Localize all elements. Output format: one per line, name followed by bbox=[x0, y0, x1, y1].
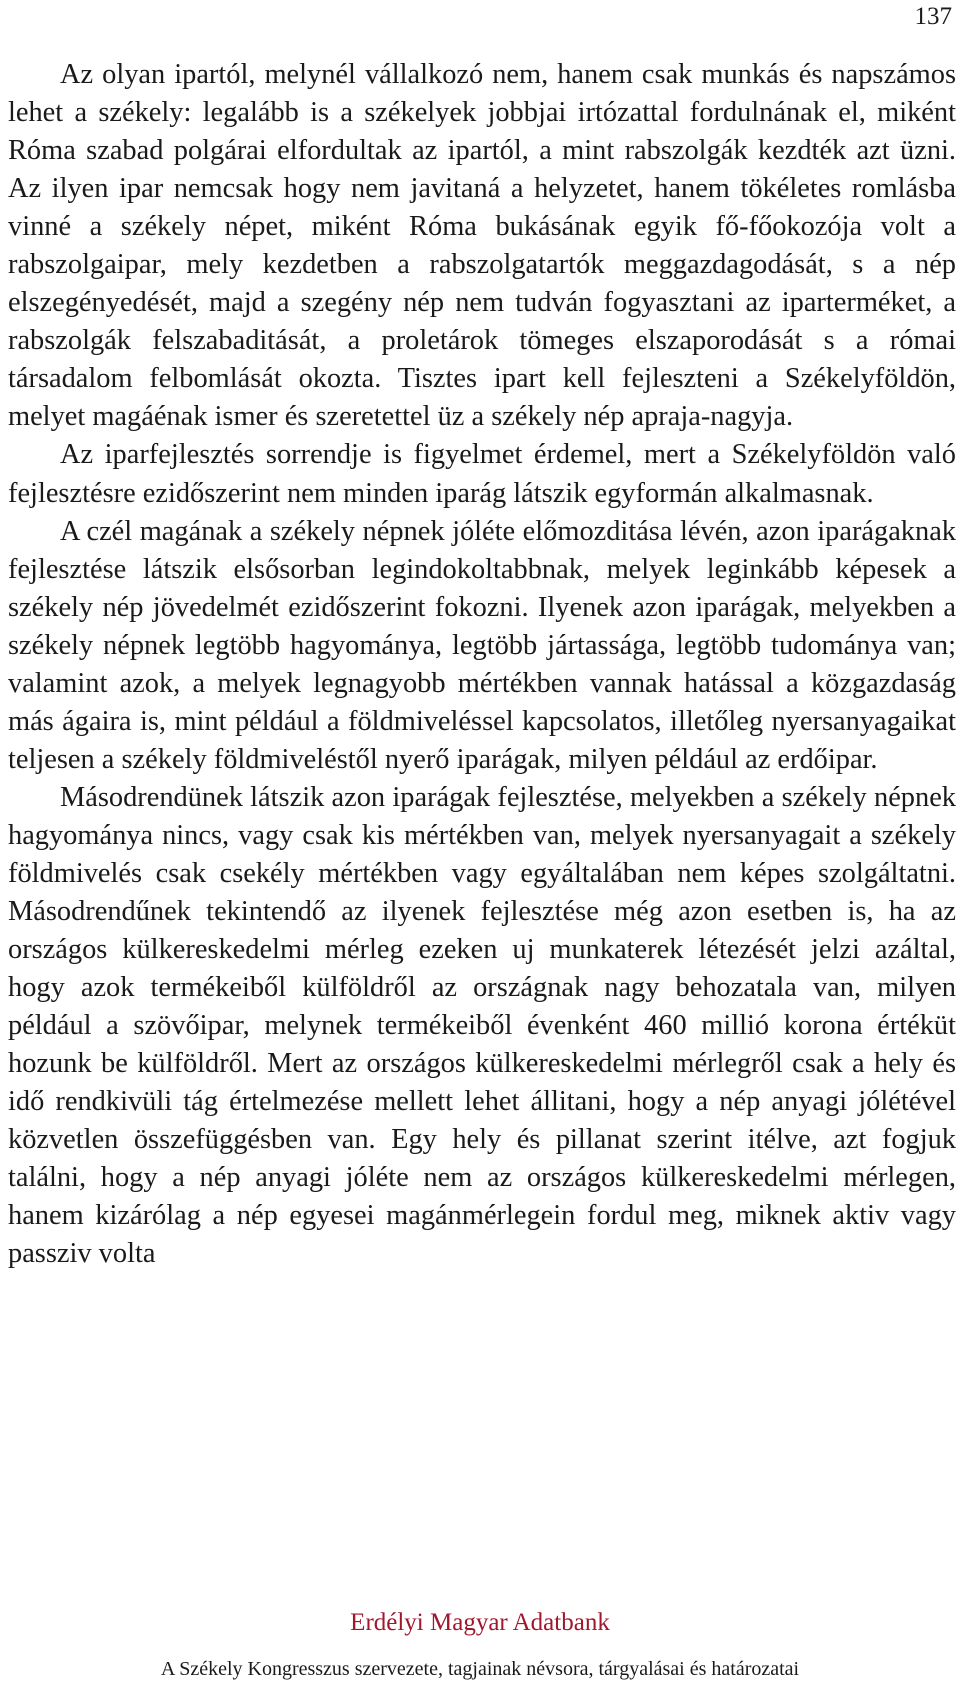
paragraph: A czél magának a székely népnek jóléte előmozditása lévén, azon iparágaknak fejlesztése látszik elsősorban legindokoltabbnak, melyek leginkább képesek a székely nép jövedelmét ezidőszerint fokozni. Ilyenek azon iparágak, melyekben a székely népnek legtöbb hagyománya, legtöbb jártassága, legtöbb tudománya van; valamint azok, a melyek legnagyobb mértékben vannak hatással a közgazdaság más ágaira is, mint például a földmiveléssel kapcsolatos, illetőleg nyersanyagaikat teljesen a székely földmiveléstől nyerő iparágak, milyen például az erdőipar. bbox=[8, 515, 956, 775]
footer-subtitle: A Székely Kongresszus szervezete, tagjainak névsora, tárgyalásai és határozatai bbox=[160, 1658, 800, 1680]
paragraph: Az iparfejlesztés sorrendje is figyelmet érdemel, mert a Székelyföldön való fejlesztésre ezidőszerint nem minden iparág látszik egyformán alkalmasnak. bbox=[8, 439, 956, 509]
paragraph: Az olyan ipartól, melynél vállalkozó nem, hanem csak munkás és napszámos lehet a székely: legalább is a székelyek jobbjai irtózattal fordulnának el, miként Róma szabad polgárai elfordultak az ipartól, a mint rabszolgák kezdték azt üzni. Az ilyen ipar nemcsak hogy nem javitaná a helyzetet, hanem tökéletes romlásba vinné a székely népet, miként Róma bukásának egyik fő-főokozója volt a rabszolgaipar, mely kezdetben a rabszolgatartók meggazdagodását, s a nép elszegényedését, majd a szegény nép nem tudván fogyasztani az iparterméket, a rabszolgák felszabaditását, a proletárok tömeges elszaporodását s a római társadalom felbomlását okozta. Tisztes ipart kell fejleszteni a Székelyföldön, melyet magáénak ismer és szeretettel üz a székely nép apraja-nagyja. bbox=[8, 59, 956, 433]
paragraph: Másodrendünek látszik azon iparágak fejlesztése, melyekben a székely népnek hagyománya nincs, vagy csak kis mértékben van, melyek nyersanyagait a székely földmivelés csak csekély mértékben vagy egyáltalában nem képes szolgáltatni. Másodrendűnek tekintendő az ilyenek fejlesztése még azon esetben is, ha az országos külkereskedelmi mérleg ezeken uj munkaterek létezését jelzi azáltal, hogy azok termékeiből külföldről az országnak nagy behozatala van, milyen például a szövőipar, melynek termékeiből évenként 460 millió korona értéküt hozunk be külföldről. Mert az országos külkereskedelmi mérlegről csak a hely és idő rendkivüli tág értelmezése mellett lehet állitani, hogy a nép anyagi jólétével közvetlen összefüggésben van. Egy hely és pillanat szerint itélve, azt fogjuk találni, hogy a nép anyagi jóléte nem az országos külkereskedelmi mérlegen, hanem kizárólag a nép egyesei magánmérlegein fordul meg, miknek aktiv vagy passziv volta bbox=[8, 781, 956, 1270]
footer-title: Erdélyi Magyar Adatbank bbox=[350, 1609, 610, 1636]
page-number: 137 bbox=[914, 3, 952, 30]
document-body bbox=[8, 56, 956, 1274]
